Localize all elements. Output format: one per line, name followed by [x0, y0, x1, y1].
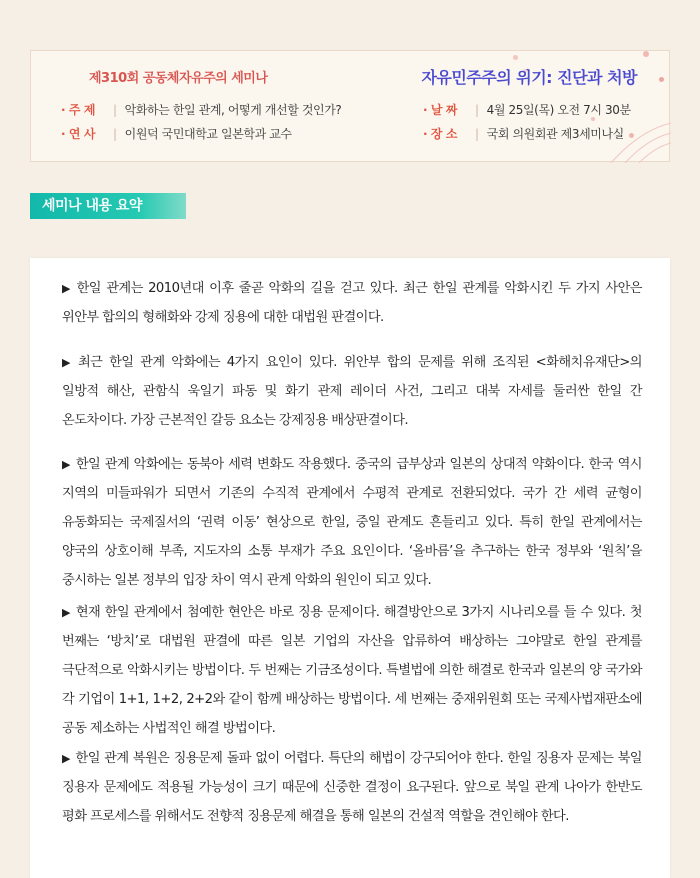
speaker-label: · 연 사 [61, 127, 96, 141]
separator: | [475, 102, 479, 117]
paragraph-text: 한일 관계 복원은 징용문제 돌파 없이 어렵다. 특단의 해법이 강구되어야 한다. 한일 징용자 문제는 북일 징용자 문제에도 적용될 가능성이 크기 때문에 신중한 결정이 요구된다. 앞으로 북일 관계 나아가 한반도 평화 프로세스를 위해서도 전향적 징용문제 해결을 통해 일본의 건설적 역할을 견인해야 한다. [62, 751, 642, 824]
venue-label: · 장 소 [423, 127, 458, 141]
decor-dot [643, 51, 649, 57]
paragraph-text: 한일 관계 악화에는 동북아 세력 변화도 작용했다. 중국의 급부상과 일본의 상대적 약화이다. 한국 역시 지역의 미들파워가 되면서 기존의 수직적 관계에서 수평적 관계로 전환되었다. 국가 간 세력 균형이 유동화되는 국제질서의 ‘권력 이동’ 현상으로 한일, 중일 관계도 흔들리고 있다. 특히 한일 관계에서는 양국의 상호이해 부족, 지도자의 소통 부재가 주요 요인이다. ‘올바름’을 추구하는 한국 정부와 ‘원칙’을 중시하는 일본 정부의 입장 차이 역시 관계 악화의 원인이 되고 있다. [62, 457, 642, 588]
info-row-speaker [61, 125, 292, 142]
topic-value: 악화하는 한일 관계, 어떻게 개선할 것인가? [124, 103, 342, 117]
summary-paragraph [62, 450, 642, 595]
triangle-bullet-icon: ▶ [62, 458, 71, 471]
separator: | [475, 126, 479, 141]
venue-value: 국회 의원회관 제3세미나실 [486, 127, 624, 141]
info-row-venue [423, 125, 624, 142]
triangle-bullet-icon: ▶ [62, 356, 73, 369]
triangle-bullet-icon: ▶ [62, 282, 72, 295]
decor-dot [513, 55, 518, 60]
summary-paragraph [62, 348, 642, 435]
info-row-date [423, 101, 631, 118]
paragraph-text: 현재 한일 관계에서 첨예한 현안은 바로 징용 문제이다. 해결방안으로 3가지 시나리오를 들 수 있다. 첫 번째는 ‘방치’로 대법원 판결에 따른 일본 기업의 자산을 압류하여 배상하는 그야말로 한일 관계를 극단적으로 악화시키는 방법이다. 두 번째는 기금조성이다. 특별법에 의한 해결로 한국과 일본의 양 국가와 각 기업이 1+1, 1+2, 2+2와 같이 함께 배상하는 방법이다. 세 번째는 중재위원회 또는 국제사법재판소에 공동 제소하는 사법적인 해결 방법이다. [62, 605, 642, 736]
summary-paragraph [62, 274, 642, 332]
paragraph-text: 한일 관계는 2010년대 이후 줄곧 악화의 길을 걷고 있다. 최근 한일 관계를 악화시킨 두 가지 사안은 위안부 합의의 형해화와 강제 징용에 대한 대법원 판결이다. [62, 281, 642, 325]
seminar-info-header [30, 50, 670, 162]
triangle-bullet-icon: ▶ [62, 606, 71, 619]
section-tag-summary: 세미나 내용 요약 [30, 193, 186, 219]
date-label: · 날 짜 [423, 103, 458, 117]
paragraph-text: 최근 한일 관계 악화에는 4가지 요인이 있다. 위안부 합의 문제를 위해 조직된 <화해치유재단>의 일방적 해산, 관함식 욱일기 파동 및 화기 관제 레이더 사건, 그리고 대북 자세를 둘러싼 한일 간 온도차이다. 가장 근본적인 갈등 요소는 강제징용 배상판결이다. [62, 355, 642, 428]
summary-paragraph [62, 744, 642, 831]
separator: | [113, 126, 117, 141]
separator: | [113, 102, 117, 117]
seminar-number: 제310회 공동체자유주의 세미나 [89, 71, 268, 86]
info-row-topic [61, 101, 341, 118]
date-value: 4월 25일(목) 오전 7시 30분 [486, 103, 631, 117]
summary-paragraph [62, 598, 642, 743]
topic-label: · 주 제 [61, 103, 96, 117]
triangle-bullet-icon: ▶ [62, 752, 71, 765]
decor-dot [659, 77, 664, 82]
speaker-value: 이원덕 국민대학교 일본학과 교수 [124, 127, 292, 141]
seminar-title: 자유민주주의 위기: 진단과 처방 [421, 68, 637, 87]
summary-content [30, 258, 670, 878]
